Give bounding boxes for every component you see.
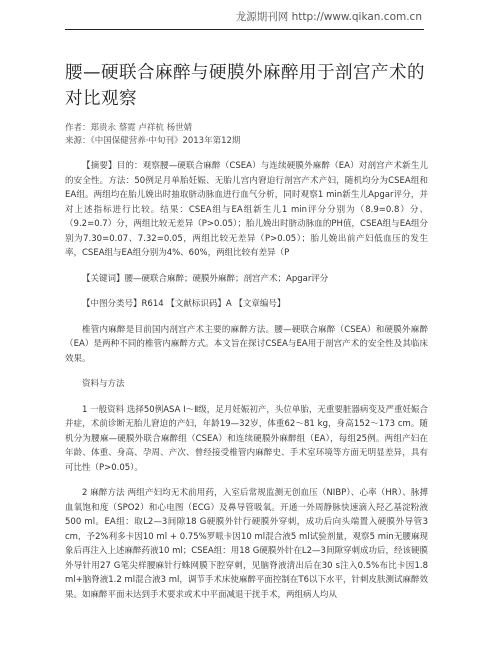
section-heading: 资料与方法 xyxy=(82,379,125,389)
classification: 【中图分类号】R614 【文献标识码】A 【文章编号】 xyxy=(82,299,286,309)
intro-paragraph: 椎管内麻醉是目前国内剖宫产术主要的麻醉方法。腰—硬联合麻醉（CSEA）和硬膜外麻醉（EA）是两种不同的椎管内麻醉方式。本文旨在探讨CSEA与EA用于剖宫产术的安全性及其临床效果。 xyxy=(65,324,428,364)
article-title: 腰—硬联合麻醉与硬膜外麻醉用于剖宫产术的对比观察 xyxy=(65,63,425,109)
general-info-paragraph: 1 一般资料 选择50例ASA Ⅰ～Ⅱ级，足月妊娠初产，头位单胎，无重要脏器病变及严重妊娠合并症，术前诊断无胎儿窘迫的产妇，年龄19—32岁，体重62～81 kg，身高152～173 cm。随机分为腰麻—硬膜外联合麻醉组（CSEA）和连续硬膜外麻醉组（EA），每组25例。两组产妇在年龄、体重、身高、孕周、产次、曾经接受椎管内麻醉史、手术室环境等方面无明显差异，具有可比性（P>0.05）。 xyxy=(65,404,428,473)
keywords: 【关键词】腰—硬联合麻醉；硬膜外麻醉；剖宫产术；Apgar评分 xyxy=(82,273,329,284)
article-body xyxy=(65,40,428,602)
header-divider xyxy=(65,29,424,30)
site-header[interactable]: 龙源期刊网 http://www.qikan.com.cn xyxy=(235,11,422,23)
abstract: 【摘要】目的：观察腰—硬联合麻醉（CSEA）与连续硬膜外麻醉（EA）对剖宫产术新生儿的安全性。方法：50例足月单胎妊娠、无胎儿宫内窘迫行剖宫产术产妇，随机均分为CSEA组和EA组。两组均在胎儿娩出时抽取脐动脉血进行血气分析，同时观察1 min新生儿Apgar评分，并对上述指标进行比较。结果：CSEA组与EA组新生儿1 min评分分别为（8.9=0.8）分、（9.2=0.7）分，两组比较无差异（P>0.05）；胎儿娩出时脐动脉血的PH值，CSEA组与EA组分别为7.30=0.07、7.32=0.05，两组比较无差异（P>0.05）；胎儿娩出前产妇低血压的发生率，CSEA组与EA组分别为4%、60%，两组比较有差异（P xyxy=(65,161,428,258)
anesthesia-method-paragraph: 2 麻醉方法 两组产妇均无术前用药，入室后常规监测无创血压（NIBP）、心率（HR）、脉搏血氧饱和度（SPO2）和心电图（ECG）及鼻导管吸氧。开通一外周静脉快速滴入羟乙基淀粉液500 ml。EA组：取L2—3间隙18 G硬膜外针行硬膜外穿刺，成功后向头端置入硬膜外导管3 cm，予2%利多卡因10 ml + 0.75%罗哌卡因10 ml混合液5 ml试验剂量，观察5 min无腰麻现象后再注入上述麻醉药液10 ml；CSEA组：用18 G硬膜外针在L2—3间隙穿刺成功后，经该硬膜外导针用27 G笔尖样腰麻针行蛛网膜下腔穿刺，见脑脊液清出后在30 s注入0.5%布比卡因1.8 ml+脑脊液1.2 ml混合液3 ml，调节手术床使麻醉平面控制在T6以下水平，针刺皮肤测试麻醉效果。如麻醉平面未达到手术要求或术中平面减退干扰手术，两组病人均从 xyxy=(65,488,428,600)
article-authors: 作者：郑贵永 蔡霓 卢祥杭 杨世婧 xyxy=(65,123,193,133)
article-source: 来源：《中国保健营养·中旬刊》2013年第12期 xyxy=(65,136,241,146)
